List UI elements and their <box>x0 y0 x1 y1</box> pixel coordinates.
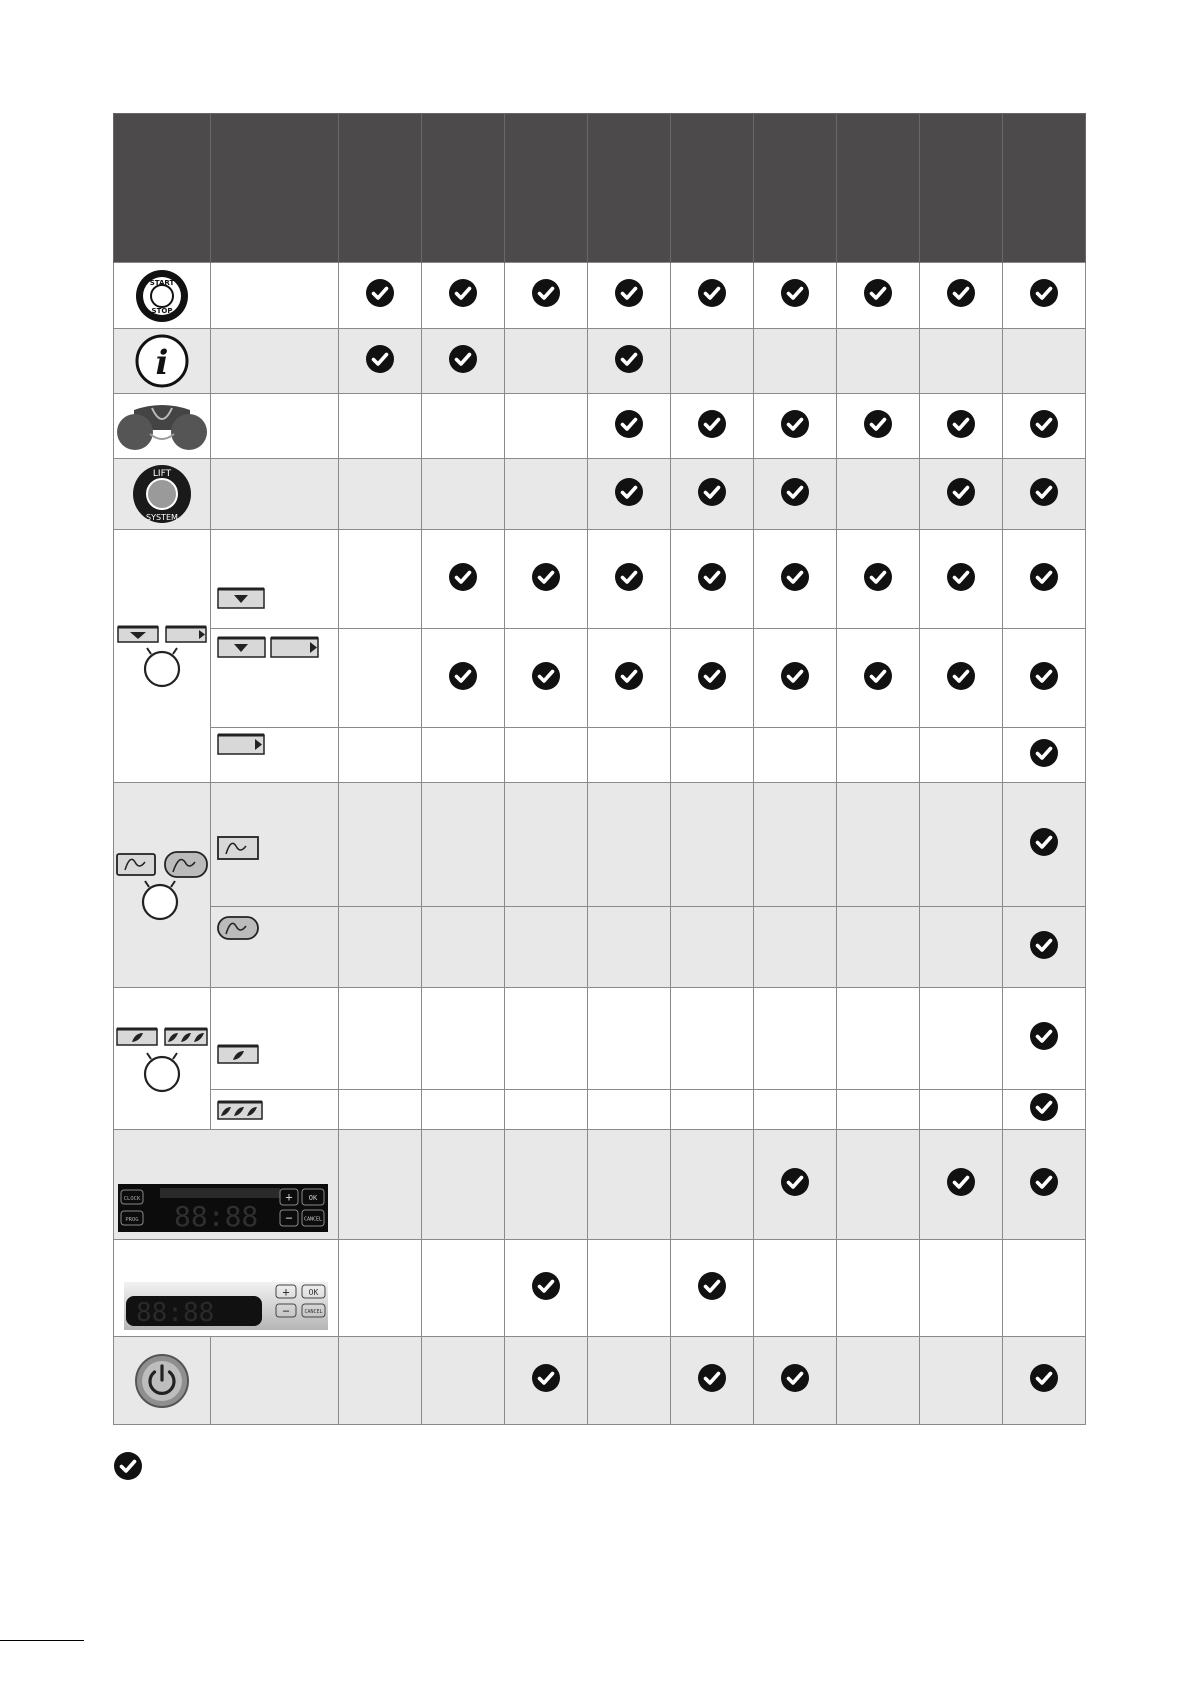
check-cell <box>1003 459 1086 530</box>
check-cell <box>1003 988 1086 1090</box>
check-cell <box>920 1240 1003 1337</box>
row-label-cell <box>211 728 339 783</box>
check-cell <box>671 1090 754 1130</box>
header-cell-model-9 <box>1003 114 1086 263</box>
svg-text:CANCEL: CANCEL <box>304 1309 323 1315</box>
check-cell <box>588 329 671 394</box>
check-icon <box>1029 1363 1059 1393</box>
row-label-cell <box>211 329 339 394</box>
table-row <box>114 783 1086 907</box>
check-cell <box>339 1130 422 1240</box>
svg-text:CLOCK: CLOCK <box>123 1196 141 1202</box>
robot-icon <box>114 400 210 452</box>
check-cell <box>754 629 837 728</box>
table-row <box>114 1337 1086 1425</box>
check-cell <box>837 988 920 1090</box>
row-label-cell <box>211 907 339 988</box>
check-icon <box>863 661 893 691</box>
info-icon <box>114 333 210 389</box>
header-cell-model-3 <box>505 114 588 263</box>
check-cell <box>837 329 920 394</box>
check-cell <box>754 329 837 394</box>
check-cell <box>837 1240 920 1337</box>
check-icon <box>614 477 644 507</box>
svg-text:88:88: 88:88 <box>136 1298 215 1328</box>
table-row <box>114 530 1086 629</box>
check-cell <box>505 459 588 530</box>
check-cell <box>1003 394 1086 459</box>
check-cell <box>339 1240 422 1337</box>
check-cell <box>920 783 1003 907</box>
check-icon <box>697 278 727 308</box>
check-cell <box>505 530 588 629</box>
svg-text:START: START <box>149 278 175 287</box>
check-icon <box>1029 827 1059 857</box>
check-cell <box>339 263 422 329</box>
check-cell <box>422 1240 505 1337</box>
check-cell <box>671 1240 754 1337</box>
check-cell <box>837 1090 920 1130</box>
check-cell <box>505 329 588 394</box>
check-cell <box>422 263 505 329</box>
check-cell <box>671 1130 754 1240</box>
row-icon-cell <box>114 329 211 394</box>
svg-text:+: + <box>285 1190 293 1204</box>
check-icon <box>863 409 893 439</box>
check-cell <box>837 1130 920 1240</box>
check-cell <box>920 1090 1003 1130</box>
check-cell <box>1003 629 1086 728</box>
header-cell-model-8 <box>920 114 1003 263</box>
check-icon <box>531 661 561 691</box>
cleaning-mode-group-icon <box>114 530 211 783</box>
power-button-icon <box>114 1353 210 1409</box>
check-cell <box>671 530 754 629</box>
check-cell <box>920 728 1003 783</box>
table-row <box>114 907 1086 988</box>
check-cell <box>422 1090 505 1130</box>
check-icon <box>1029 930 1059 960</box>
check-icon <box>780 477 810 507</box>
table-row <box>114 988 1086 1090</box>
svg-text:CANCEL: CANCEL <box>303 1216 323 1223</box>
feature-table <box>113 113 1086 1425</box>
check-cell <box>588 629 671 728</box>
check-icon <box>780 661 810 691</box>
check-cell <box>588 728 671 783</box>
check-icon <box>531 1271 561 1301</box>
row-icon-cell <box>114 1130 339 1240</box>
check-icon <box>531 562 561 592</box>
check-cell <box>339 629 422 728</box>
svg-text:−: − <box>282 1304 290 1318</box>
check-cell <box>837 530 920 629</box>
check-icon <box>1029 1167 1059 1197</box>
check-icon <box>697 562 727 592</box>
check-icon <box>863 562 893 592</box>
header-cell-feature <box>211 114 339 263</box>
check-cell <box>588 394 671 459</box>
check-icon <box>448 278 478 308</box>
check-cell <box>422 1337 505 1425</box>
row-icon-cell <box>114 263 211 329</box>
row-label-cell <box>211 629 339 728</box>
check-cell <box>837 263 920 329</box>
check-cell <box>339 783 422 907</box>
check-icon <box>365 344 395 374</box>
check-cell <box>1003 1240 1086 1337</box>
check-cell <box>837 783 920 907</box>
row-icon-cell <box>114 1240 339 1337</box>
check-cell <box>754 728 837 783</box>
legend-check-icon <box>113 1451 143 1481</box>
check-icon <box>1029 477 1059 507</box>
table-row <box>114 394 1086 459</box>
check-icon <box>448 661 478 691</box>
table-row <box>114 329 1086 394</box>
check-cell <box>339 728 422 783</box>
header-cell-model-7 <box>837 114 920 263</box>
check-cell <box>422 394 505 459</box>
check-cell <box>505 1240 588 1337</box>
check-cell <box>1003 1090 1086 1130</box>
check-cell <box>671 907 754 988</box>
check-cell <box>588 459 671 530</box>
check-cell <box>505 988 588 1090</box>
check-cell <box>505 783 588 907</box>
header-cell-model-1 <box>339 114 422 263</box>
header-cell-model-6 <box>754 114 837 263</box>
check-icon <box>614 344 644 374</box>
row-label-cell <box>211 263 339 329</box>
header-cell-model-5 <box>671 114 754 263</box>
check-cell <box>339 329 422 394</box>
check-cell <box>837 629 920 728</box>
check-cell <box>754 263 837 329</box>
svg-text:STOP: STOP <box>151 306 173 315</box>
check-cell <box>671 263 754 329</box>
check-cell <box>505 394 588 459</box>
check-cell <box>422 783 505 907</box>
check-cell <box>754 394 837 459</box>
check-cell <box>588 1337 671 1425</box>
check-cell <box>1003 728 1086 783</box>
check-icon <box>697 1363 727 1393</box>
check-cell <box>422 530 505 629</box>
check-cell <box>754 530 837 629</box>
svg-text:SYSTEM: SYSTEM <box>146 513 178 522</box>
check-cell <box>920 629 1003 728</box>
check-cell <box>422 728 505 783</box>
check-cell <box>1003 263 1086 329</box>
table-row <box>114 1090 1086 1130</box>
check-cell <box>754 1240 837 1337</box>
check-cell <box>671 459 754 530</box>
check-icon <box>1029 1092 1059 1122</box>
check-cell <box>837 907 920 988</box>
header-cell-model-4 <box>588 114 671 263</box>
check-cell <box>422 329 505 394</box>
check-cell <box>920 1337 1003 1425</box>
check-cell <box>671 394 754 459</box>
check-cell <box>754 1090 837 1130</box>
check-icon <box>780 562 810 592</box>
check-icon <box>697 477 727 507</box>
check-icon <box>1029 278 1059 308</box>
check-icon <box>1029 1021 1059 1051</box>
check-cell <box>339 459 422 530</box>
check-cell <box>1003 329 1086 394</box>
wall-mode-group-icon <box>114 783 211 988</box>
check-icon <box>863 278 893 308</box>
check-cell <box>671 783 754 907</box>
check-cell <box>339 988 422 1090</box>
check-icon <box>780 278 810 308</box>
check-cell <box>671 629 754 728</box>
check-cell <box>339 1337 422 1425</box>
check-cell <box>671 728 754 783</box>
check-cell <box>588 1090 671 1130</box>
check-cell <box>920 329 1003 394</box>
check-cell <box>422 1130 505 1240</box>
svg-text:PROG: PROG <box>125 1217 139 1223</box>
check-cell <box>588 907 671 988</box>
check-icon <box>531 1363 561 1393</box>
check-icon <box>946 562 976 592</box>
check-icon <box>1029 661 1059 691</box>
start-stop-button-icon <box>114 268 210 324</box>
check-icon <box>614 661 644 691</box>
table-row <box>114 629 1086 728</box>
svg-text:88:88: 88:88 <box>174 1200 259 1232</box>
check-icon <box>697 1271 727 1301</box>
check-cell <box>339 394 422 459</box>
svg-text:+: + <box>282 1285 290 1299</box>
check-icon <box>780 1167 810 1197</box>
check-cell <box>588 1130 671 1240</box>
check-cell <box>505 263 588 329</box>
table-row <box>114 1130 1086 1240</box>
check-icon <box>946 409 976 439</box>
check-cell <box>505 629 588 728</box>
check-cell <box>422 629 505 728</box>
check-cell <box>505 728 588 783</box>
check-cell <box>837 1337 920 1425</box>
check-cell <box>422 988 505 1090</box>
check-icon <box>1029 409 1059 439</box>
check-icon <box>780 1363 810 1393</box>
check-icon <box>946 477 976 507</box>
check-cell <box>588 783 671 907</box>
check-icon <box>697 409 727 439</box>
check-cell <box>920 530 1003 629</box>
check-cell <box>920 907 1003 988</box>
header-row <box>114 114 1086 263</box>
row-label-cell <box>211 1090 339 1130</box>
check-cell <box>754 1130 837 1240</box>
svg-text:OK: OK <box>308 1194 318 1202</box>
check-cell <box>837 459 920 530</box>
check-icon <box>1029 562 1059 592</box>
table-row <box>114 1240 1086 1337</box>
check-cell <box>837 728 920 783</box>
row-label-cell <box>211 459 339 530</box>
svg-text:i: i <box>155 343 169 383</box>
check-cell <box>422 907 505 988</box>
check-cell <box>505 907 588 988</box>
check-cell <box>1003 783 1086 907</box>
check-cell <box>588 530 671 629</box>
check-cell <box>505 1090 588 1130</box>
check-cell <box>920 459 1003 530</box>
check-icon <box>697 661 727 691</box>
check-cell <box>754 988 837 1090</box>
check-cell <box>1003 530 1086 629</box>
check-icon <box>531 278 561 308</box>
check-cell <box>754 907 837 988</box>
check-icon <box>946 661 976 691</box>
lift-system-button-icon <box>114 463 210 525</box>
check-cell <box>1003 1337 1086 1425</box>
check-icon <box>614 409 644 439</box>
check-icon <box>448 562 478 592</box>
check-cell <box>1003 1130 1086 1240</box>
check-cell <box>671 329 754 394</box>
table-row <box>114 263 1086 329</box>
check-cell <box>754 783 837 907</box>
check-cell <box>920 263 1003 329</box>
check-cell <box>505 1337 588 1425</box>
check-cell <box>754 1337 837 1425</box>
svg-text:LIFT: LIFT <box>152 469 172 479</box>
check-icon <box>946 1167 976 1197</box>
row-label-cell <box>211 1337 339 1425</box>
check-cell <box>339 1090 422 1130</box>
check-cell <box>339 907 422 988</box>
check-cell <box>920 394 1003 459</box>
check-cell <box>920 988 1003 1090</box>
check-cell <box>671 1337 754 1425</box>
check-cell <box>339 530 422 629</box>
check-cell <box>671 988 754 1090</box>
svg-text:−: − <box>285 1211 293 1225</box>
check-icon <box>946 278 976 308</box>
check-icon <box>614 562 644 592</box>
check-icon <box>448 344 478 374</box>
check-icon <box>780 409 810 439</box>
check-cell <box>422 459 505 530</box>
row-label-cell <box>211 988 339 1090</box>
row-icon-cell <box>114 394 211 459</box>
header-cell-icon <box>114 114 211 263</box>
check-icon <box>365 278 395 308</box>
check-cell <box>1003 907 1086 988</box>
svg-text:OK: OK <box>308 1288 319 1297</box>
check-icon <box>1029 738 1059 768</box>
table-row <box>114 459 1086 530</box>
check-cell <box>920 1130 1003 1240</box>
row-icon-cell <box>114 1337 211 1425</box>
row-label-cell <box>211 394 339 459</box>
debris-mode-group-icon <box>114 988 211 1130</box>
check-cell <box>754 459 837 530</box>
row-icon-cell <box>114 459 211 530</box>
table-row <box>114 728 1086 783</box>
check-cell <box>837 394 920 459</box>
check-cell <box>588 988 671 1090</box>
check-icon <box>614 278 644 308</box>
header-cell-model-2 <box>422 114 505 263</box>
check-cell <box>588 1240 671 1337</box>
check-cell <box>588 263 671 329</box>
row-label-cell <box>211 530 339 629</box>
check-cell <box>505 1130 588 1240</box>
row-label-cell <box>211 783 339 907</box>
footer-rule <box>0 1640 84 1641</box>
